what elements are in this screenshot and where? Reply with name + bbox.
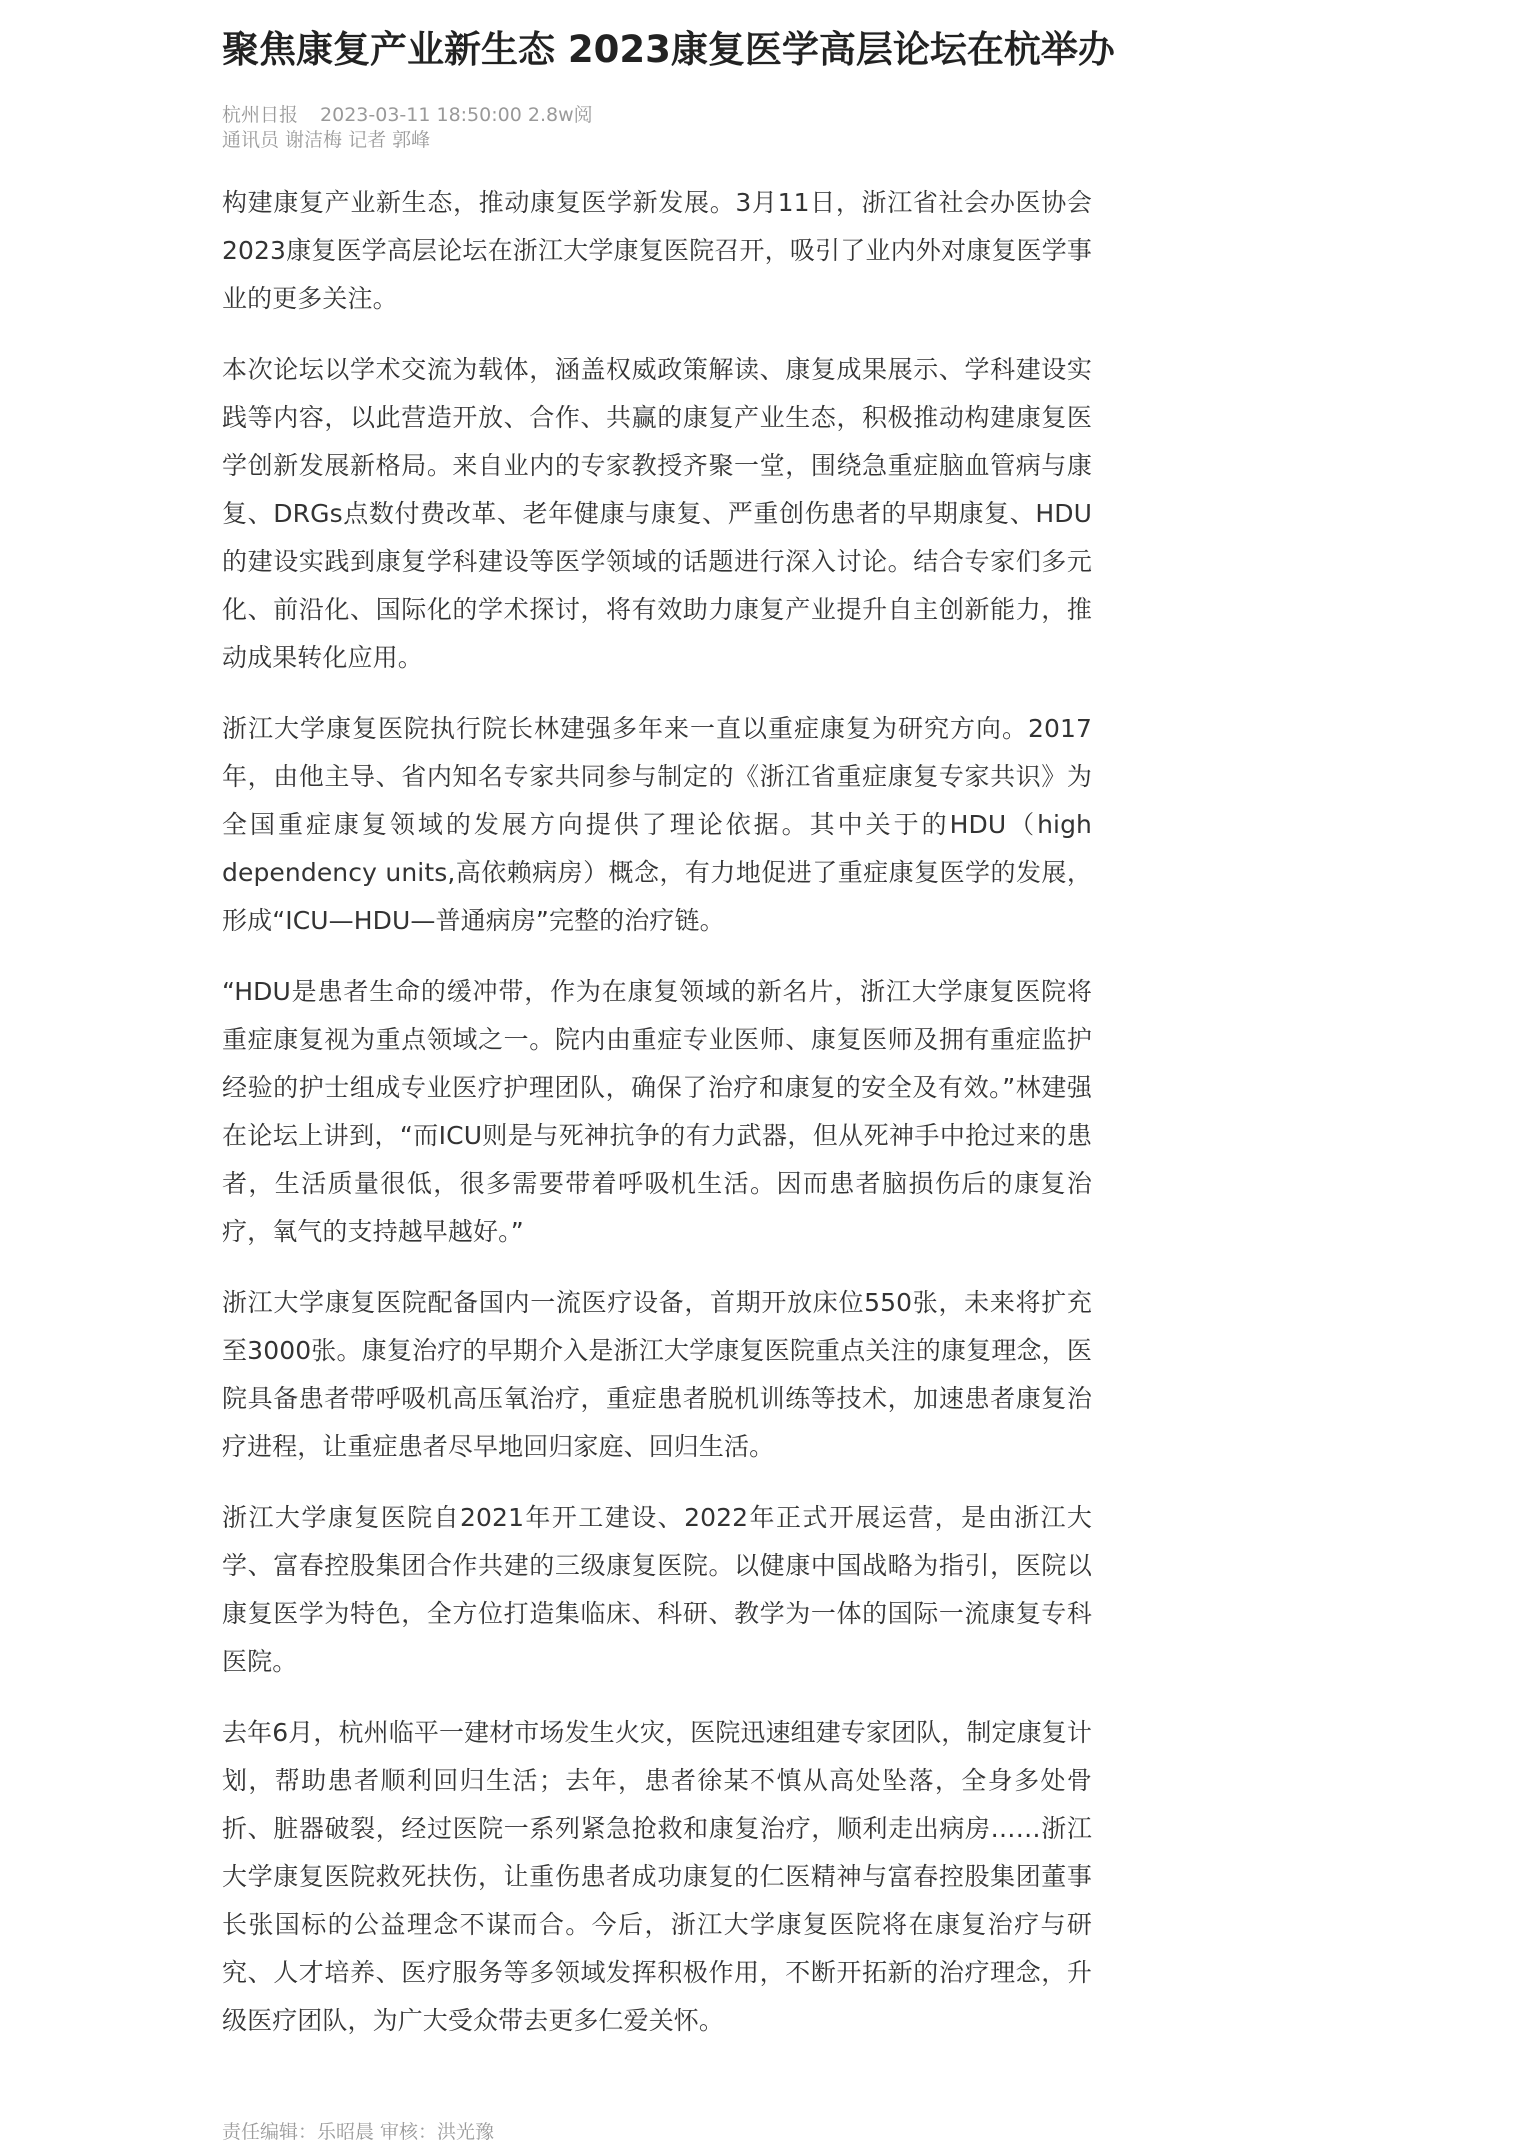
article-paragraph: 本次论坛以学术交流为载体，涵盖权威政策解读、康复成果展示、学科建设实践等内容，以此营造开放、合作、共赢的康复产业生态，积极推动构建康复医学创新发展新格局。来自业内的专家教授齐聚一堂，围绕急重症脑血管病与康复、DRGs点数付费改革、老年健康与康复、严重创伤患者的早期康复、HDU的建设实践到康复学科建设等医学领域的话题进行深入讨论。结合专家们多元化、前沿化、国际化的学术探讨，将有效助力康复产业提升自主创新能力，推动成果转化应用。 bbox=[222, 355, 1092, 672]
article-meta bbox=[222, 103, 1092, 153]
article-datetime: 2023-03-11 18:50:00 bbox=[320, 104, 522, 126]
article-body bbox=[222, 179, 1092, 2045]
article-paragraph: 构建康复产业新生态，推动康复医学新发展。3月11日，浙江省社会办医协会2023康复医学高层论坛在浙江大学康复医院召开，吸引了业内外对康复医学事业的更多关注。 bbox=[222, 188, 1092, 313]
editor-credit: 责任编辑：乐昭晨 审核：洪光豫 bbox=[222, 2121, 495, 2143]
article-source: 杭州日报 bbox=[222, 104, 299, 126]
article-paragraph: 浙江大学康复医院配备国内一流医疗设备，首期开放床位550张，未来将扩充至3000张。康复治疗的早期介入是浙江大学康复医院重点关注的康复理念，医院具备患者带呼吸机高压氧治疗，重症患者脱机训练等技术，加速患者康复治疗进程，让重症患者尽早地回归家庭、回归生活。 bbox=[222, 1288, 1092, 1461]
meta-source-line bbox=[222, 103, 1092, 128]
article-paragraph: “HDU是患者生命的缓冲带，作为在康复领域的新名片，浙江大学康复医院将重症康复视为重点领域之一。院内由重症专业医师、康复医师及拥有重症监护经验的护士组成专业医疗护理团队，确保了治疗和康复的安全及有效。”林建强在论坛上讲到，“而ICU则是与死神抗争的有力武器，但从死神手中抢过来的患者，生活质量很低，很多需要带着呼吸机生活。因而患者脑损伤后的康复治疗，氧气的支持越早越好。” bbox=[222, 977, 1092, 1246]
article-paragraph: 去年6月，杭州临平一建材市场发生火灾，医院迅速组建专家团队，制定康复计划，帮助患者顺利回归生活；去年，患者徐某不慎从高处坠落，全身多处骨折、脏器破裂，经过医院一系列紧急抢救和康复治疗，顺利走出病房……浙江大学康复医院救死扶伤，让重伤患者成功康复的仁医精神与富春控股集团董事长张国标的公益理念不谋而合。今后，浙江大学康复医院将在康复治疗与研究、人才培养、医疗服务等多领域发挥积极作用，不断开拓新的治疗理念，升级医疗团队，为广大受众带去更多仁爱关怀。 bbox=[222, 1718, 1092, 2035]
article-title: 聚焦康复产业新生态 2023康复医学高层论坛在杭举办 bbox=[222, 28, 1115, 71]
article-paragraph: 浙江大学康复医院自2021年开工建设、2022年正式开展运营，是由浙江大学、富春控股集团合作共建的三级康复医院。以健康中国战略为指引，医院以康复医学为特色，全方位打造集临床、科研、教学为一体的国际一流康复专科医院。 bbox=[222, 1503, 1092, 1676]
article-byline: 通讯员 谢洁梅 记者 郭峰 bbox=[222, 129, 431, 151]
article-views: 2.8w阅 bbox=[527, 104, 593, 126]
article-paragraph: 浙江大学康复医院执行院长林建强多年来一直以重症康复为研究方向。2017年，由他主导、省内知名专家共同参与制定的《浙江省重症康复专家共识》为全国重症康复领域的发展方向提供了理论依据。其中关于的HDU（high dependency units,高依赖病房）概念，有力地促进了重症康复医学的发展，形成“ICU—HDU—普通病房”完整的治疗链。 bbox=[222, 714, 1092, 935]
article bbox=[222, 22, 1115, 2068]
